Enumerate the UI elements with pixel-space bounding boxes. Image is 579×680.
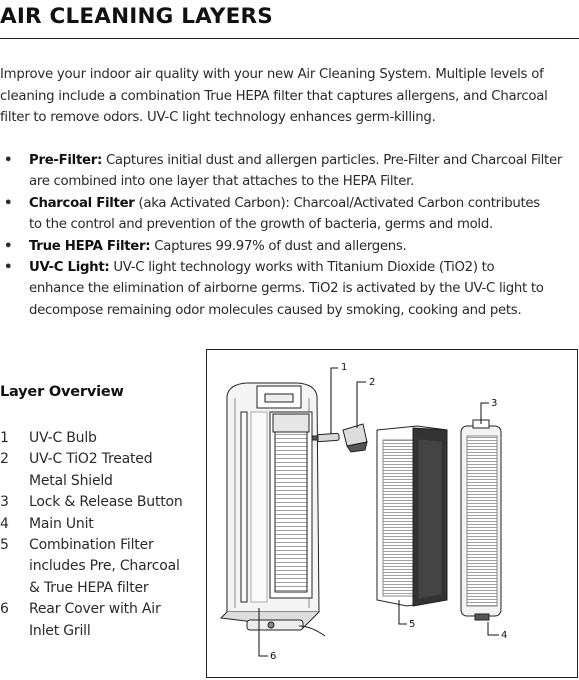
layer-overview-heading: Layer Overview <box>0 384 124 400</box>
feature-uvc-light <box>0 257 579 278</box>
feature-continuation: enhance the elimination of airborne germs. TiO2 is activated by the UV-C light to <box>29 281 544 297</box>
feature-continuation: to the control and prevention of the growth of bacteria, germs and mold. <box>29 217 493 233</box>
callout-5: 5 <box>409 619 416 630</box>
legend-item <box>0 449 200 492</box>
legend-item <box>0 514 200 535</box>
feature-desc: Captures 99.97% of dust and allergens. <box>154 238 407 254</box>
bullet-icon: • <box>4 195 13 211</box>
legend-text <box>29 535 200 599</box>
intro-line: filter to remove odors. UV-C light technology enhances germ-killing. <box>0 110 436 126</box>
bullet-icon: • <box>4 260 13 276</box>
feature-pre-filter <box>0 150 579 171</box>
callout-3: 3 <box>491 398 498 409</box>
feature-desc: (aka Activated Carbon): Charcoal/Activated Carbon contributes <box>138 195 540 211</box>
feature-desc: UV-C light technology works with Titanium Dioxide (TiO2) to <box>113 260 495 276</box>
page-title: AIR CLEANING LAYERS <box>0 4 273 29</box>
title-rule <box>0 38 579 39</box>
legend-line: Main Unit <box>29 515 94 532</box>
legend-line: UV-C TiO2 Treated <box>29 451 153 468</box>
main-unit <box>221 383 325 636</box>
legend-line: & True HEPA filter <box>29 579 149 596</box>
legend-line: UV-C Bulb <box>29 430 97 446</box>
feature-charcoal-filter <box>0 193 579 214</box>
legend-number: 1 <box>0 430 9 446</box>
intro-line: Improve your indoor air quality with your new Air Cleaning System. Multiple levels of <box>0 67 544 82</box>
callout-2: 2 <box>369 377 376 388</box>
rear-cover <box>461 420 501 620</box>
legend-item <box>0 492 200 513</box>
legend-text <box>29 449 200 492</box>
feature-name: Pre-Filter: <box>29 153 102 168</box>
legend-number: 3 <box>0 494 9 511</box>
intro-paragraph <box>0 64 578 129</box>
legend-item <box>0 428 200 449</box>
feature-continuation: decompose remaining odor molecules caused by smoking, cooking and pets. <box>29 302 522 318</box>
legend-line: Rear Cover with Air <box>29 601 161 618</box>
layer-overview-list <box>0 428 200 642</box>
callout-4: 4 <box>501 630 508 641</box>
callout-6: 6 <box>270 651 277 662</box>
feature-name: True HEPA Filter: <box>29 238 151 254</box>
legend-number: 4 <box>0 515 9 532</box>
legend-line: Metal Shield <box>29 472 113 489</box>
legend-line: includes Pre, Charcoal <box>29 558 180 575</box>
feature-hepa-filter <box>0 236 579 257</box>
legend-line: Inlet Grill <box>29 622 91 639</box>
bullet-icon: • <box>4 153 13 168</box>
legend-item <box>0 535 200 599</box>
legend-line: Lock & Release Button <box>29 494 183 511</box>
legend-line: Combination Filter <box>29 537 154 554</box>
combination-filter <box>377 426 447 606</box>
legend-number: 6 <box>0 601 9 618</box>
legend-text <box>29 492 200 513</box>
legend-number: 2 <box>0 451 9 468</box>
callout-1: 1 <box>341 362 348 373</box>
legend-text <box>29 514 200 535</box>
diagram-drawing <box>207 350 577 677</box>
exploded-view-diagram <box>206 349 578 678</box>
feature-name: Charcoal Filter <box>29 195 135 211</box>
feature-continuation: are combined into one layer that attaches to the HEPA Filter. <box>29 174 414 190</box>
legend-number: 5 <box>0 537 9 554</box>
intro-line: cleaning include a combination True HEPA filter that captures allergens, and Charcoal <box>0 88 548 104</box>
bullet-icon: • <box>4 238 13 254</box>
feature-list <box>0 150 579 321</box>
feature-name: UV-C Light: <box>29 260 110 276</box>
tio2-shield <box>343 424 367 452</box>
legend-text <box>29 428 200 449</box>
feature-desc: Captures initial dust and allergen particles. Pre-Filter and Charcoal Filter <box>105 153 563 168</box>
legend-item <box>0 599 200 642</box>
legend-text <box>29 599 200 642</box>
